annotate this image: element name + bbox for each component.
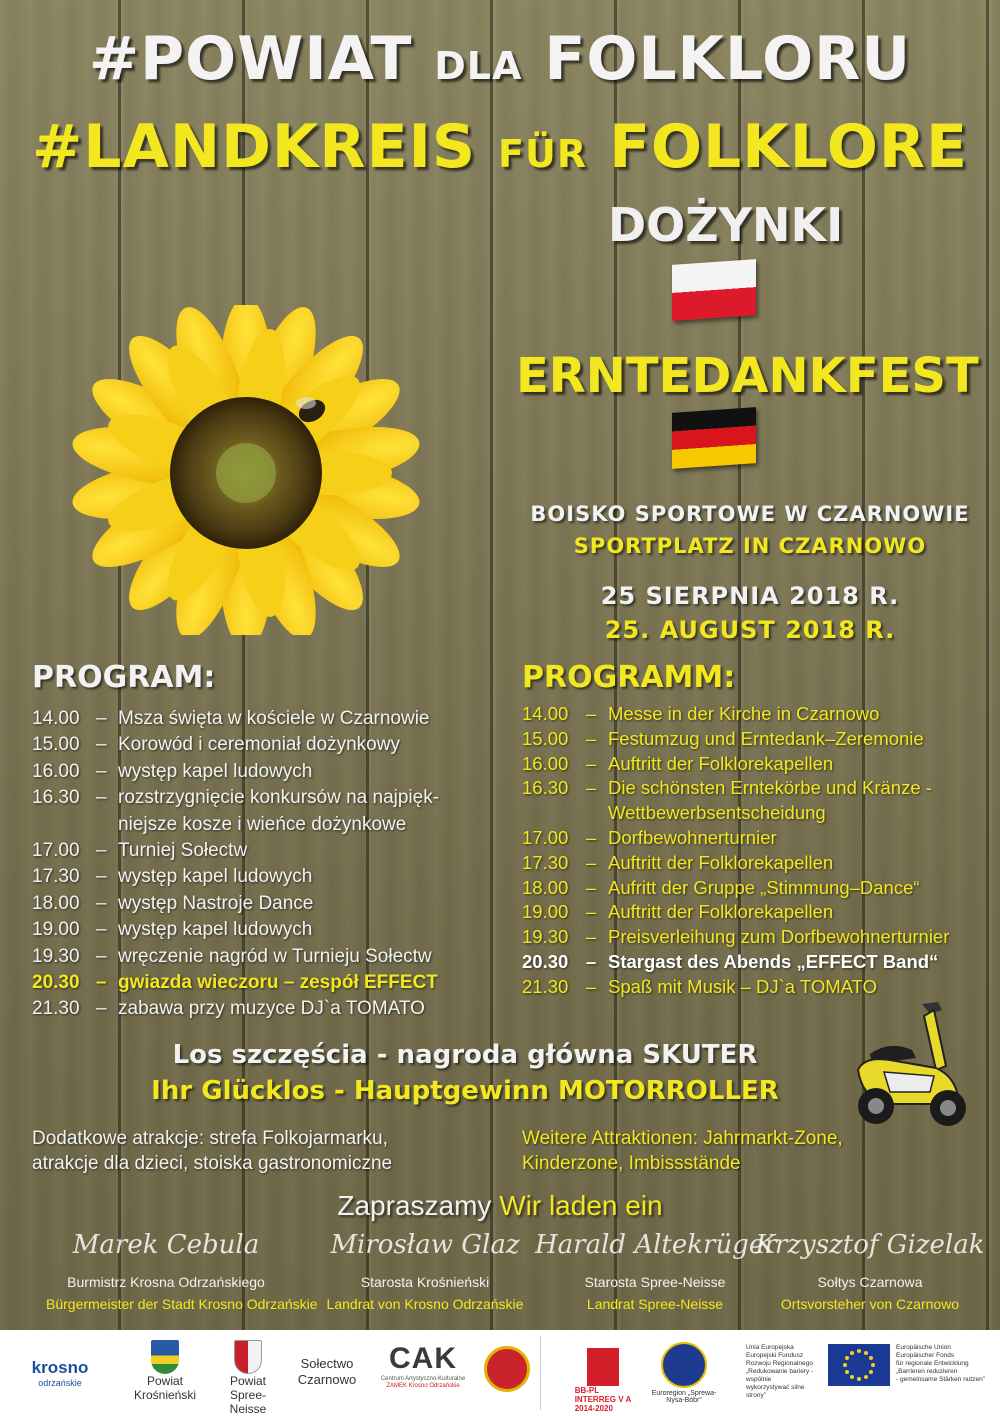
date-pl: 25 SIERPNIA 2018 R.	[600, 582, 900, 610]
title-folklore: FOLKLORE	[609, 112, 969, 182]
lottery-pl: Los szczęścia - nagroda główna SKUTER	[172, 1040, 758, 1070]
program-de-item: 15.00 – Festumzug und Erntedank–Zeremonie	[522, 727, 924, 749]
signatures	[0, 1230, 1000, 1320]
program-de-item: Wettbewerbsentscheidung	[608, 802, 826, 824]
invite-de: Wir laden ein	[499, 1190, 663, 1221]
venue-de: SPORTPLATZ IN CZARNOWO	[573, 534, 927, 558]
interreg-mark-icon	[587, 1348, 619, 1386]
program-pl-item: 14.00 – Msza święta w kościele w Czarnowie	[32, 708, 430, 729]
program-pl-list	[32, 706, 502, 1023]
handwritten-signature: Marek Cebula	[72, 1230, 260, 1260]
eu-fund-de-text: Europäische Union Europäischer Fonds für regionale Entwicklung „Barrieren reduzieren - gemeinsame Stärken nutzen”	[896, 1344, 985, 1383]
crest-icon	[234, 1340, 262, 1374]
program-pl-item: 18.00 – występ Nastroje Dance	[32, 892, 314, 914]
sponsor-footer	[0, 1330, 1000, 1416]
powiat-krosnienski-crest: Powiat Krośnieński	[130, 1340, 200, 1402]
program-pl-title: PROGRAM:	[32, 660, 216, 695]
german-flag-icon	[672, 407, 756, 469]
sunflower-image	[14, 305, 484, 635]
extras-pl: Dodatkowe atrakcje: strefa Folkojarmarku, atrakcje dla dzieci, stoiska gastronomiczne	[32, 1128, 393, 1174]
program-pl-item: 17.30 – występ kapel ludowych	[32, 866, 313, 888]
title-line-1	[0, 24, 1000, 94]
eu-fund-pl-text: Unia Europejska Europejski Fundusz Rozwoju Regionalnego „Redukowanie bariery - wspólnie wykorzystywać silne strony”	[746, 1344, 814, 1399]
interreg-logo: BB-PL INTERREG V A 2014-2020	[562, 1348, 644, 1413]
program-de-list	[522, 702, 992, 1000]
venue-pl: BOISKO SPORTOWE W CZARNOWIE	[530, 502, 970, 526]
signatory: Mirosław Glaz Starosta Krośnieński Landrat von Krosno Odrzańskie	[305, 1230, 545, 1312]
date-de: 25. AUGUST 2018 R.	[604, 616, 896, 644]
program-de-item: 19.30 – Preisverleihung zum Dorfbewohnerturnier	[522, 926, 950, 948]
erntedankfest-heading: ERNTEDANKFEST	[516, 348, 979, 404]
signatory: Krzysztof Gizelak Sołtys Czarnowa Ortsvorsteher von Czarnowo	[750, 1230, 990, 1312]
dozynki-heading: DOŻYNKI	[608, 198, 844, 252]
program-pl-item: 19.00 – występ kapel ludowych	[32, 919, 313, 941]
program-pl-item: 16.30 – rozstrzygnięcie konkursów na najpięk-	[32, 787, 440, 809]
handwritten-signature: Krzysztof Gizelak	[755, 1230, 985, 1260]
footer-divider	[540, 1336, 541, 1410]
title-powiat: #POWIAT	[88, 24, 413, 94]
program-de-item: 17.00 – Dorfbewohnerturnier	[522, 826, 777, 848]
solectwo-czarnowo: Sołectwo Czarnowo	[297, 1356, 357, 1387]
handwritten-signature: Mirosław Glaz	[330, 1230, 520, 1260]
program-de-item: 16.30 – Die schönsten Erntekörbe und Kränze -	[522, 777, 932, 799]
program-de-item: 14.00 – Messe in der Kirche in Czarnowo	[522, 703, 880, 724]
powiat-spree-neisse-crest: Powiat Spree-Neisse	[212, 1340, 284, 1416]
program-pl-item: 15.00 – Korowód i ceremoniał dożynkowy	[32, 734, 400, 756]
program-pl-item: 16.00 – występ kapel ludowych	[32, 760, 313, 782]
program-pl-item: 21.30 – zabawa przy muzyce DJ`a TOMATO	[32, 998, 425, 1020]
signatory: Marek Cebula Burmistrz Krosna Odrzańskiego Bürgermeister der Stadt Krosno Odrzańskie	[46, 1230, 318, 1312]
euroregion-emblem-icon	[661, 1342, 707, 1388]
title-landkreis: #LANDKREIS	[31, 112, 477, 182]
scooter-icon	[850, 996, 970, 1132]
program-de-title: PROGRAMM:	[522, 660, 736, 695]
program-pl-item-highlight: 20.30 – gwiazda wieczoru – zespół EFFECT	[32, 972, 438, 994]
program-pl-item: 17.00 – Turniej Sołectw	[32, 840, 248, 862]
title-folkloru: FOLKLORU	[544, 24, 912, 94]
program-de-item: 16.00 – Auftritt der Folklorekapellen	[522, 752, 834, 774]
title-line-2	[0, 112, 1000, 182]
program-de-item-highlight: 20.30 – Stargast des Abends „EFFECT Band“	[522, 950, 939, 972]
program-pl-item: niejsze kosze i wieńce dożynkowe	[118, 813, 407, 835]
title-fur: FÜR	[498, 132, 588, 176]
title-dla: DLA	[434, 44, 523, 88]
invite-pl: Zapraszamy	[337, 1190, 492, 1221]
euroregion-logo: Euroregion „Sprewa-Nysa-Bóbr”	[646, 1342, 722, 1404]
cak-logo: CAK Centrum Artystyczno-Kulturalne ZAMEK Krosno Odrzańskie	[380, 1342, 466, 1389]
program-pl-item: 19.30 – wręczenie nagród w Turnieju Sołectw	[32, 945, 432, 967]
invitation	[0, 1190, 1000, 1222]
polish-flag-icon	[672, 259, 756, 321]
extras-de: Weitere Attraktionen: Jahrmarkt-Zone, Kinderzone, Imbissstände	[522, 1128, 843, 1174]
crest-icon	[151, 1340, 179, 1374]
program-de-item: 18.00 – Aufritt der Gruppe „Stimmung–Dance“	[522, 876, 920, 898]
krosno-logo: krosno odrzańskie	[31, 1358, 89, 1388]
program-de-item: 19.00 – Auftritt der Folklorekapellen	[522, 901, 834, 923]
signatory: Harald Altekrüger Starosta Spree-Neisse Landrat Spree-Neisse	[535, 1230, 777, 1312]
eu-flag-icon	[828, 1344, 890, 1386]
association-emblem-icon	[484, 1346, 530, 1392]
handwritten-signature: Harald Altekrüger	[535, 1230, 777, 1260]
program-de-item: 17.30 – Auftritt der Folklorekapellen	[522, 851, 834, 873]
program-de-item: 21.30 – Spaß mit Musik – DJ`a TOMATO	[522, 975, 877, 997]
lottery-de: Ihr Glücklos - Hauptgewinn MOTORROLLER	[151, 1076, 779, 1106]
